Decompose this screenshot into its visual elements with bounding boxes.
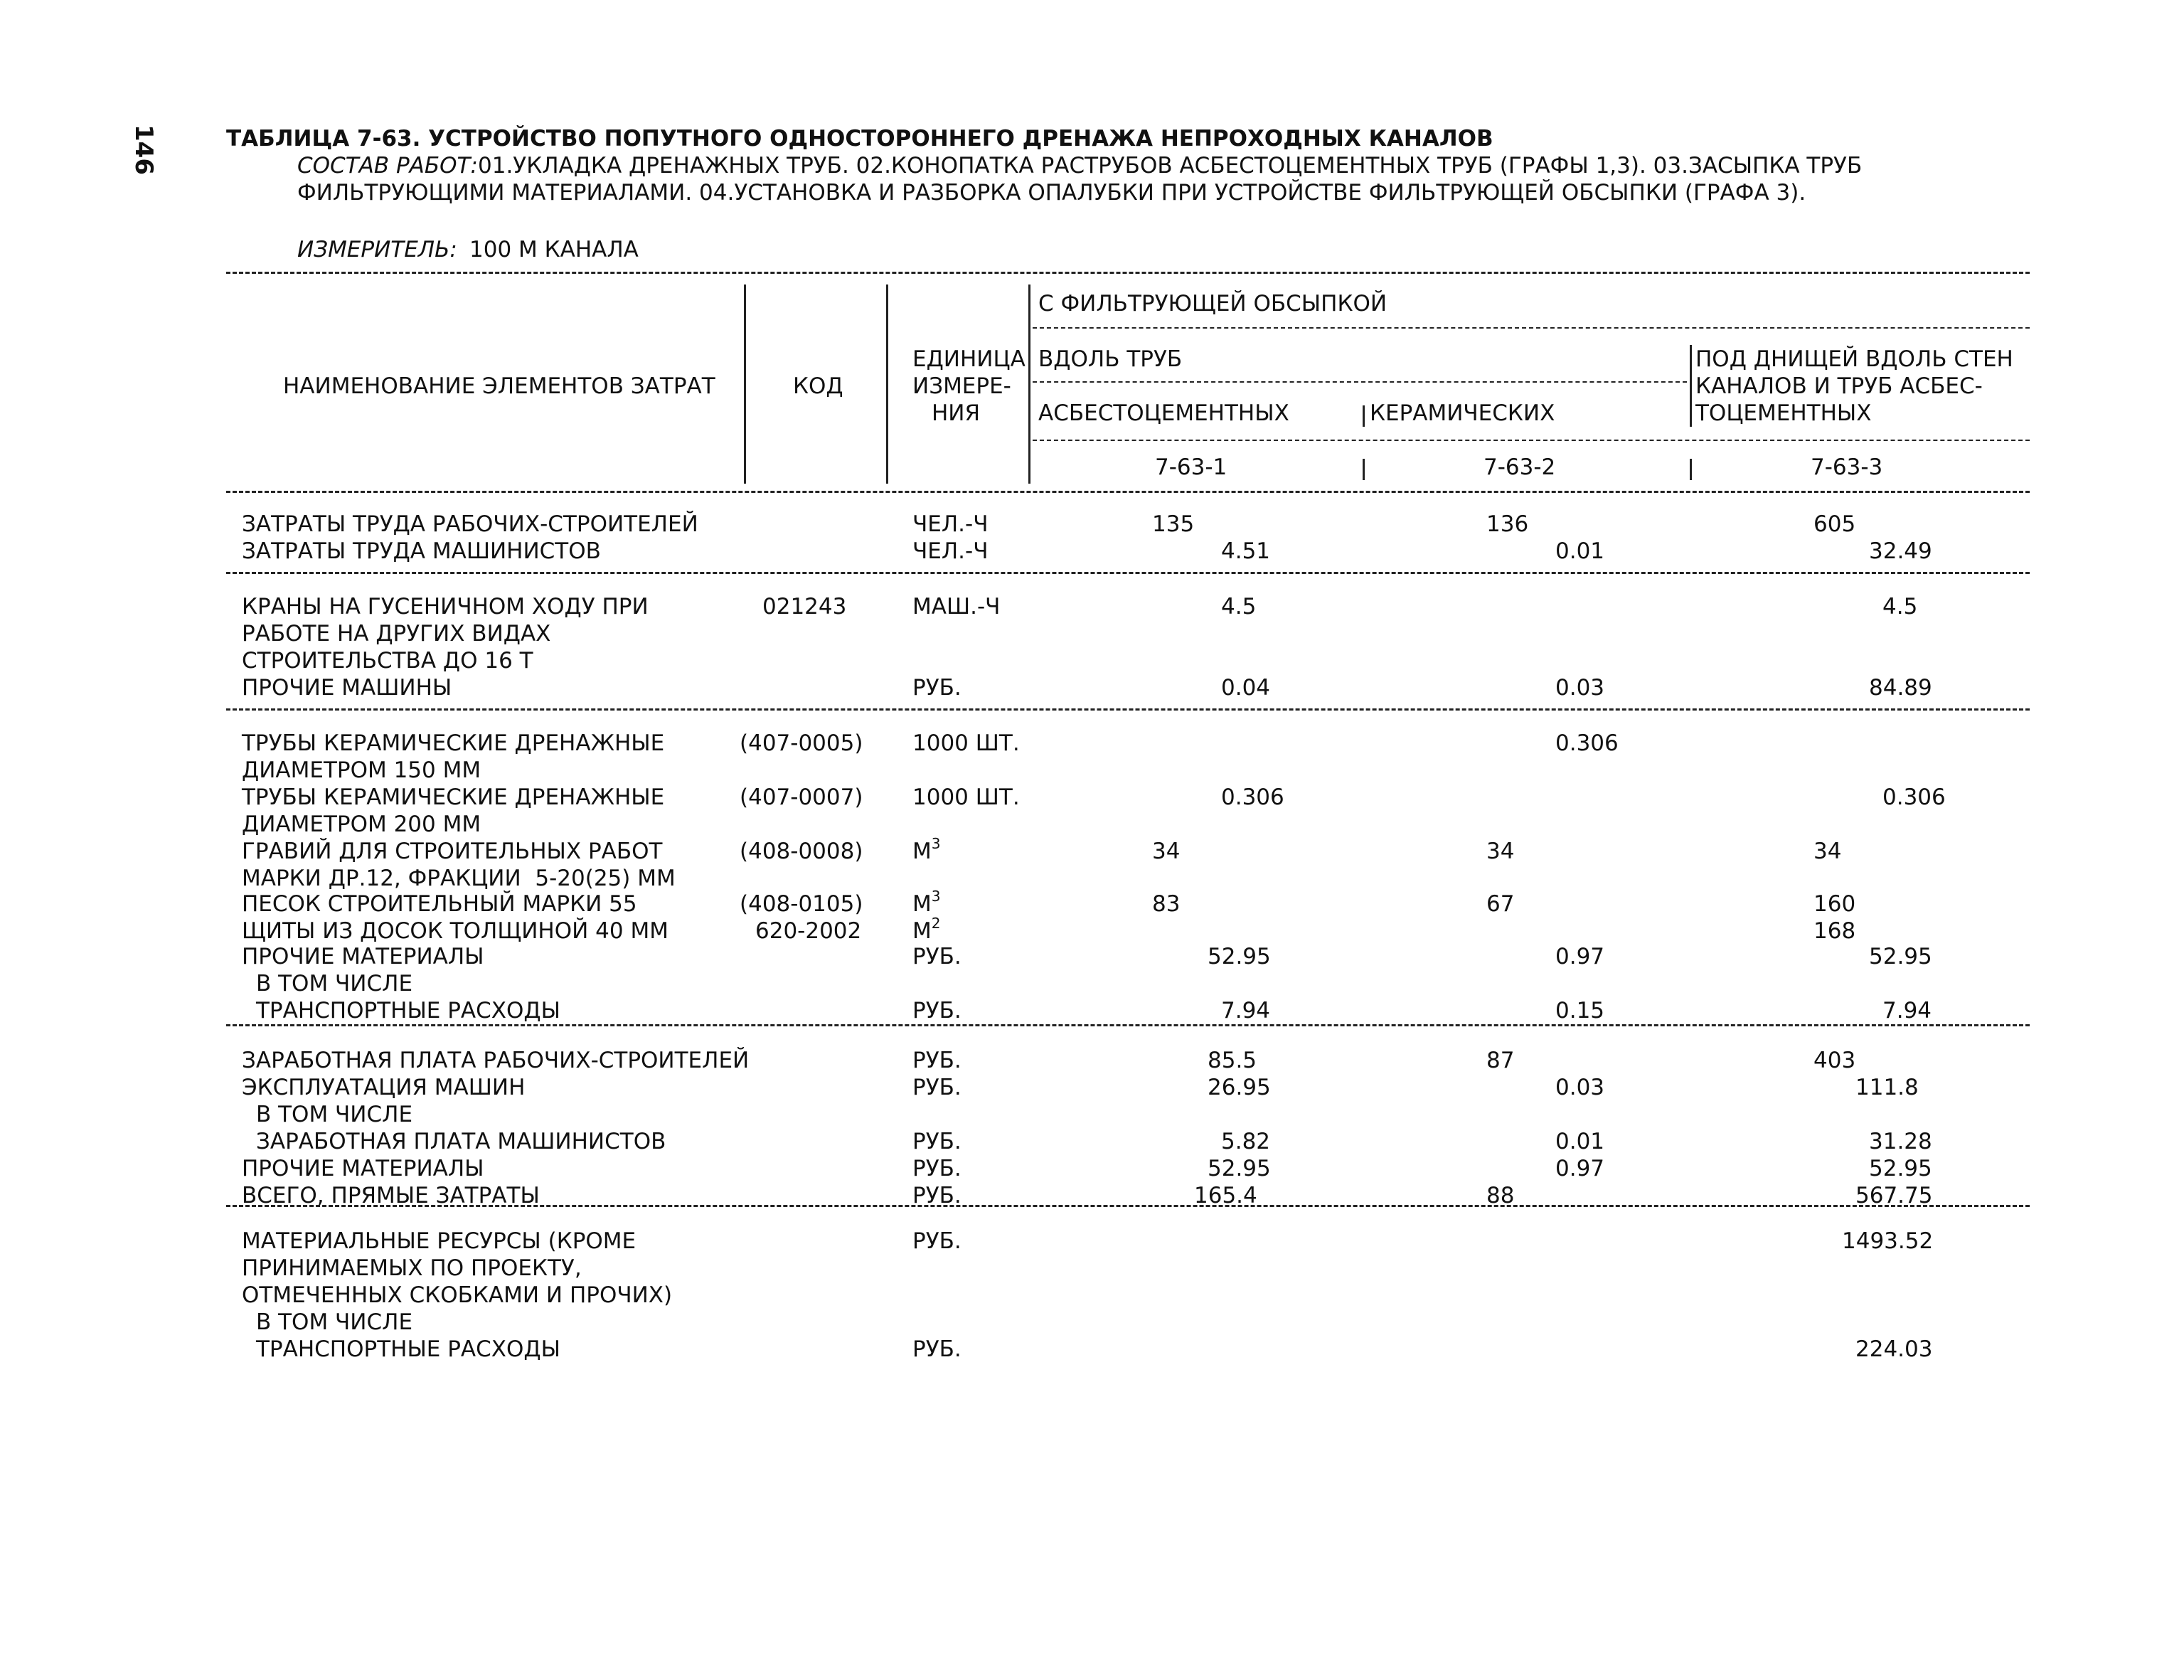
header-unit-3: НИЯ (932, 400, 981, 426)
row-name: ДИАМЕТРОМ 150 ММ (242, 757, 481, 783)
row-unit: $М^2$ (912, 915, 941, 944)
header-col-3: 7-63-3 (1811, 454, 1883, 480)
header-bottom-rule (226, 491, 2030, 493)
row-value-3: 84.89 (1869, 675, 1932, 701)
row-value-3: 111.8 (1855, 1075, 1919, 1100)
table-title: ТАБЛИЦА 7-63. УСТРОЙСТВО ПОПУТНОГО ОДНОСТОРОННЕГО ДРЕНАЖА НЕПРОХОДНЫХ КАНАЛОВ (226, 126, 1493, 151)
row-value-1: 83 (1152, 891, 1181, 917)
header-divider (1363, 459, 1365, 480)
row-value-3: 160 (1813, 891, 1856, 917)
header-divider (1690, 459, 1692, 480)
row-name: ГРАВИЙ ДЛЯ СТРОИТЕЛЬНЫХ РАБОТ (242, 839, 663, 864)
row-unit: ЧЕЛ.-Ч (912, 511, 989, 537)
row-unit: ЧЕЛ.-Ч (912, 538, 989, 564)
header-unit-1: ЕДИНИЦА (912, 346, 1026, 372)
row-unit: 1000 ШТ. (912, 730, 1020, 756)
row-code: (407-0007) (740, 785, 863, 810)
header-col-2: 7-63-2 (1483, 454, 1556, 480)
row-value-2: 67 (1486, 891, 1515, 917)
row-unit: РУБ. (912, 675, 962, 701)
header-under-1: ПОД ДНИЩЕЙ ВДОЛЬ СТЕН (1695, 346, 2013, 372)
header-under-3: ТОЦЕМЕНТНЫХ (1695, 400, 1872, 426)
row-value-2: 87 (1486, 1048, 1515, 1073)
composition-label: СОСТАВ РАБОТ: (297, 153, 478, 179)
row-unit: РУБ. (912, 1156, 962, 1181)
header-inner-rule (1033, 440, 2030, 441)
row-unit: РУБ. (912, 1336, 962, 1362)
row-unit: РУБ. (912, 944, 962, 969)
row-value-2: 0.97 (1555, 1156, 1605, 1181)
row-unit: МАШ.-Ч (912, 594, 1001, 620)
row-value-3: 7.94 (1882, 998, 1932, 1024)
row-name: ВСЕГО, ПРЯМЫЕ ЗАТРАТЫ (242, 1183, 540, 1208)
row-value-2: 136 (1486, 511, 1529, 537)
header-asbestos: АСБЕСТОЦЕМЕНТНЫХ (1038, 400, 1289, 426)
row-code: (407-0005) (740, 730, 863, 756)
page-number: 146 (129, 124, 158, 175)
header-with-filter: С ФИЛЬТРУЮЩЕЙ ОБСЫПКОЙ (1038, 291, 1387, 317)
row-value-2: 0.01 (1555, 538, 1605, 564)
row-name: ТРУБЫ КЕРАМИЧЕСКИЕ ДРЕНАЖНЫЕ (242, 785, 665, 810)
header-inner-rule (1033, 327, 2030, 329)
row-value-3: 34 (1813, 839, 1842, 864)
header-name: НАИМЕНОВАНИЕ ЭЛЕМЕНТОВ ЗАТРАТ (283, 373, 715, 399)
row-name: ПРОЧИЕ МАТЕРИАЛЫ (242, 1156, 484, 1181)
row-value-1: 135 (1152, 511, 1195, 537)
row-value-2: 88 (1486, 1183, 1515, 1208)
row-value-3: 605 (1813, 511, 1856, 537)
header-ceramic: КЕРАМИЧЕСКИХ (1370, 400, 1555, 426)
row-unit: РУБ. (912, 1183, 962, 1208)
row-name: МАТЕРИАЛЬНЫЕ РЕСУРСЫ (КРОМЕ (242, 1228, 636, 1254)
group-separator (226, 708, 2030, 711)
row-name: ЭКСПЛУАТАЦИЯ МАШИН (242, 1075, 526, 1100)
header-code: КОД (793, 373, 843, 399)
row-value-2: 0.306 (1555, 730, 1619, 756)
row-value-1: 52.95 (1208, 944, 1271, 969)
row-name: КРАНЫ НА ГУСЕНИЧНОМ ХОДУ ПРИ (242, 594, 649, 620)
row-unit: РУБ. (912, 1129, 962, 1154)
unit-exponent: 3 (931, 835, 941, 852)
measure-label: ИЗМЕРИТЕЛЬ: (297, 237, 457, 262)
row-value-2: 34 (1486, 839, 1515, 864)
row-value-3: 32.49 (1869, 538, 1932, 564)
header-divider (886, 285, 888, 484)
header-inner-rule (1033, 381, 1687, 383)
header-divider (1363, 405, 1365, 427)
row-unit: РУБ. (912, 1075, 962, 1100)
row-value-3: 0.306 (1882, 785, 1946, 810)
row-unit: $М^3$ (912, 888, 941, 917)
row-name: ПРОЧИЕ МАТЕРИАЛЫ (242, 944, 484, 969)
row-unit: РУБ. (912, 1048, 962, 1073)
header-divider (744, 285, 746, 484)
row-value-3: 224.03 (1855, 1336, 1933, 1362)
row-value-1: 5.82 (1221, 1129, 1271, 1154)
composition-line-1: 01.УКЛАДКА ДРЕНАЖНЫХ ТРУБ. 02.КОНОПАТКА РАСТРУБОВ АСБЕСТОЦЕМЕНТНЫХ ТРУБ (ГРАФЫ 1,3). 03.ЗАСЫПКА ТРУБ (478, 153, 1863, 179)
row-value-2: 0.15 (1555, 998, 1605, 1024)
row-name: РАБОТЕ НА ДРУГИХ ВИДАХ (242, 621, 551, 647)
row-value-2: 0.97 (1555, 944, 1605, 969)
row-value-3: 52.95 (1869, 1156, 1932, 1181)
row-name: В ТОМ ЧИСЛЕ (256, 1102, 413, 1127)
row-code: (408-0105) (740, 891, 863, 917)
row-name: ТРАНСПОРТНЫЕ РАСХОДЫ (256, 1336, 560, 1362)
row-value-1: 0.04 (1221, 675, 1271, 701)
group-separator (226, 572, 2030, 574)
row-name: ПРОЧИЕ МАШИНЫ (242, 675, 452, 701)
row-value-1: 4.51 (1221, 538, 1271, 564)
row-value-3: 403 (1813, 1048, 1856, 1073)
row-value-3: 1493.52 (1842, 1228, 1934, 1254)
row-unit: $М^3$ (912, 835, 941, 864)
row-value-3: 4.5 (1882, 594, 1918, 620)
row-name: ДИАМЕТРОМ 200 ММ (242, 812, 481, 837)
row-value-2: 0.03 (1555, 1075, 1605, 1100)
row-name: ТРАНСПОРТНЫЕ РАСХОДЫ (256, 998, 560, 1024)
row-unit: РУБ. (912, 998, 962, 1024)
header-under-2: КАНАЛОВ И ТРУБ АСБЕС- (1695, 373, 1983, 399)
row-name: ТРУБЫ КЕРАМИЧЕСКИЕ ДРЕНАЖНЫЕ (242, 730, 665, 756)
row-value-1: 34 (1152, 839, 1181, 864)
row-value-1: 85.5 (1208, 1048, 1257, 1073)
header-divider (1690, 345, 1692, 427)
group-separator (226, 1024, 2030, 1026)
row-value-1: 26.95 (1208, 1075, 1271, 1100)
row-name: ЗАРАБОТНАЯ ПЛАТА РАБОЧИХ-СТРОИТЕЛЕЙ (242, 1048, 750, 1073)
row-value-1: 4.5 (1221, 594, 1257, 620)
unit-exponent: 2 (931, 915, 941, 932)
row-name: ПРИНИМАЕМЫХ ПО ПРОЕКТУ, (242, 1255, 582, 1281)
row-name: ОТМЕЧЕННЫХ СКОБКАМИ И ПРОЧИХ) (242, 1282, 673, 1308)
row-name: ЩИТЫ ИЗ ДОСОК ТОЛЩИНОЙ 40 ММ (242, 918, 668, 944)
row-unit: РУБ. (912, 1228, 962, 1254)
row-value-3: 567.75 (1855, 1183, 1933, 1208)
row-code: 620-2002 (755, 918, 862, 944)
composition-line-2: ФИЛЬТРУЮЩИМИ МАТЕРИАЛАМИ. 04.УСТАНОВКА И РАЗБОРКА ОПАЛУБКИ ПРИ УСТРОЙСТВЕ ФИЛЬТРУЮЩЕЙ ОБСЫПКИ (ГРАФА 3). (297, 180, 1806, 206)
row-name: ПЕСОК СТРОИТЕЛЬНЫЙ МАРКИ 55 (242, 891, 637, 917)
row-name: ЗАРАБОТНАЯ ПЛАТА МАШИНИСТОВ (256, 1129, 666, 1154)
row-name: В ТОМ ЧИСЛЕ (256, 971, 413, 996)
row-name: ЗАТРАТЫ ТРУДА МАШИНИСТОВ (242, 538, 601, 564)
row-name: ЗАТРАТЫ ТРУДА РАБОЧИХ-СТРОИТЕЛЕЙ (242, 511, 698, 537)
header-col-1: 7-63-1 (1155, 454, 1227, 480)
row-name: СТРОИТЕЛЬСТВА ДО 16 Т (242, 648, 533, 674)
row-value-1: 52.95 (1208, 1156, 1271, 1181)
row-value-2: 0.01 (1555, 1129, 1605, 1154)
row-code: (408-0008) (740, 839, 863, 864)
unit-exponent: 3 (931, 888, 941, 905)
header-top-rule (226, 272, 2030, 274)
measure-value: 100 М КАНАЛА (469, 237, 639, 262)
row-name: МАРКИ ДР.12, ФРАКЦИИ 5-20(25) ММ (242, 866, 676, 891)
row-value-3: 31.28 (1869, 1129, 1932, 1154)
header-unit-2: ИЗМЕРЕ- (912, 373, 1011, 399)
row-name: В ТОМ ЧИСЛЕ (256, 1309, 413, 1335)
row-unit: 1000 ШТ. (912, 785, 1020, 810)
row-value-3: 168 (1813, 918, 1856, 944)
header-divider (1028, 285, 1030, 484)
row-code: 021243 (762, 594, 847, 620)
row-value-2: 0.03 (1555, 675, 1605, 701)
row-value-3: 52.95 (1869, 944, 1932, 969)
row-value-1: 165.4 (1194, 1183, 1257, 1208)
row-value-1: 7.94 (1221, 998, 1271, 1024)
row-value-1: 0.306 (1221, 785, 1284, 810)
header-along-pipes: ВДОЛЬ ТРУБ (1038, 346, 1183, 372)
